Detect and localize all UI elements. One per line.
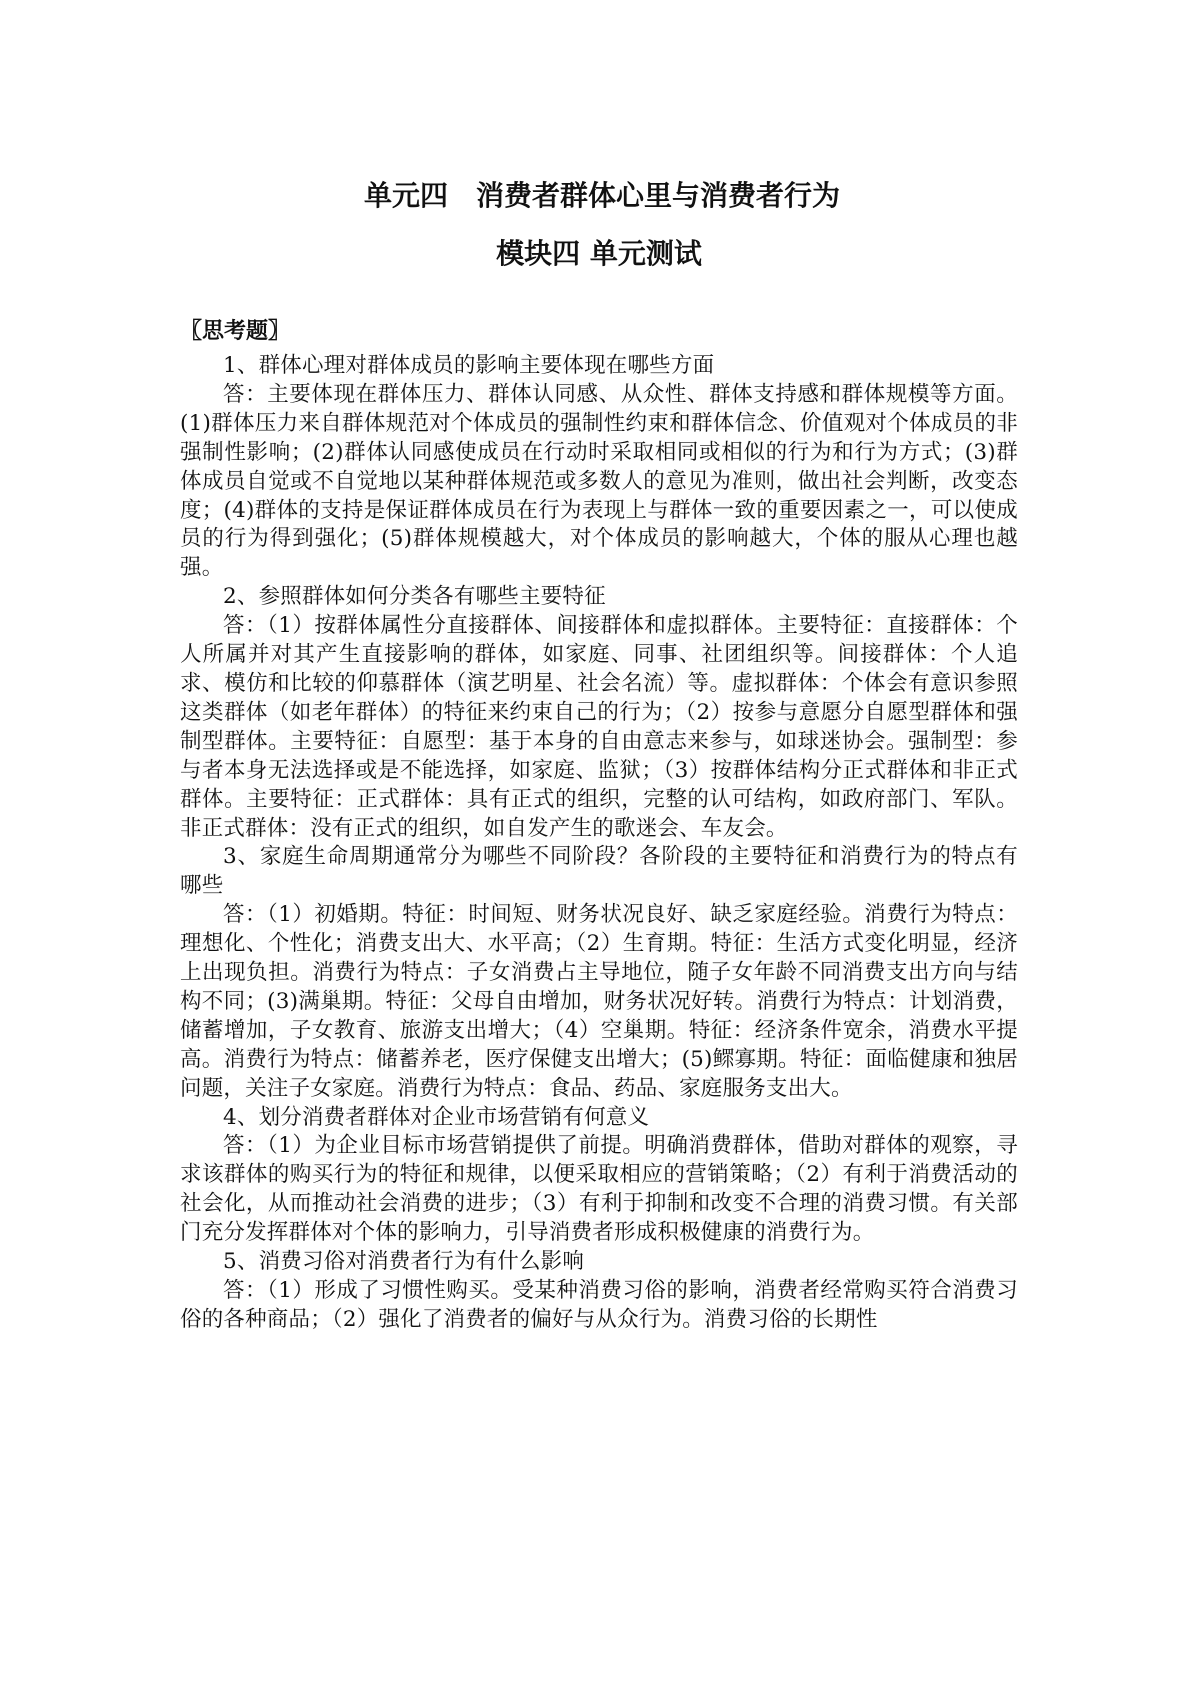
question-3: 3、家庭生命周期通常分为哪些不同阶段？各阶段的主要特征和消费行为的特点有哪些 — [180, 844, 1018, 899]
qa-block-2 — [180, 583, 1018, 843]
qa-block-3 — [180, 843, 1018, 1103]
qa-block-4 — [180, 1104, 1018, 1249]
answer-3: 答：（1）初婚期。特征：时间短、财务状况良好、缺乏家庭经验。消费行为特点：理想化、个性化；消费支出大、水平高；（2）生育期。特征：生活方式变化明显，经济上出现负担。消费行为特点：子女消费占主导地位，随子女年龄不同消费支出方向与结构不同；(3)满巢期。特征：父母自由增加，财务状况好转。消费行为特点：计划消费，储蓄增加，子女教育、旅游支出增大；（4）空巢期。特征：经济条件宽余，消费水平提高。消费行为特点：储蓄养老，医疗保健支出增大；(5)鳏寡期。特征：面临健康和独居问题，关注子女家庭。消费行为特点：食品、药品、家庭服务支出大。 — [180, 902, 1018, 1101]
answer-1: 答：主要体现在群体压力、群体认同感、从众性、群体支持感和群体规模等方面。(1)群体压力来自群体规范对个体成员的强制性约束和群体信念、价值观对个体成员的非强制性影响；(2)群体认同感使成员在行动时采取相同或相似的行为和行为方式；(3)群体成员自觉或不自觉地以某种群体规范或多数人的意见为准则，做出社会判断，改变态度；(4)群体的支持是保证群体成员在行为表现上与群体一致的重要因素之一，可以使成员的行为得到强化；(5)群体规模越大，对个体成员的影响越大，个体的服从心理也越强。 — [180, 381, 1018, 581]
section-label: 〖思考题〗 — [180, 319, 291, 344]
document-subtitle: 模块四 单元测试 — [496, 237, 702, 270]
document-title: 单元四 消费者群体心里与消费者行为 — [363, 179, 840, 212]
qa-block-1 — [180, 352, 1018, 583]
question-1: 1、群体心理对群体成员的影响主要体现在哪些方面 — [223, 353, 715, 378]
answer-2: 答：（1）按群体属性分直接群体、间接群体和虚拟群体。主要特征：直接群体：个人所属并对其产生直接影响的群体，如家庭、同事、社团组织等。间接群体：个人追求、模仿和比较的仰慕群体（演艺明星、社会名流）等。虚拟群体：个体会有意识参照这类群体（如老年群体）的特征来约束自己的行为；（2）按参与意愿分自愿型群体和强制型群体。主要特征：自愿型：基于本身的自由意志来参与，如球迷协会。强制型：参与者本身无法选择或是不能选择，如家庭、监狱；（3）按群体结构分正式群体和非正式群体。主要特征：正式群体：具有正式的组织，完整的认可结构，如政府部门、军队。非正式群体：没有正式的组织，如自发产生的歌迷会、车友会。 — [180, 613, 1018, 841]
question-5: 5、消费习俗对消费者行为有什么影响 — [223, 1249, 585, 1275]
answer-5: 答：（1）形成了习惯性购买。受某种消费习俗的影响，消费者经常购买符合消费习俗的各种商品；（2）强化了消费者的偏好与从众行为。消费习俗的长期性 — [180, 1278, 1018, 1332]
answer-4: 答：（1）为企业目标市场营销提供了前提。明确消费群体，借助对群体的观察，寻求该群体的购买行为的特征和规律，以便采取相应的营销策略；（2）有利于消费活动的社会化，从而推动社会消费的进步；（3）有利于抑制和改变不合理的消费习惯。有关部门充分发挥群体对个体的影响力，引导消费者形成积极健康的消费行为。 — [180, 1133, 1018, 1246]
qa-block-5 — [180, 1248, 1018, 1335]
document-page — [180, 176, 1018, 1335]
question-2: 2、参照群体如何分类各有哪些主要特征 — [223, 584, 606, 610]
question-4: 4、划分消费者群体对企业市场营销有何意义 — [223, 1104, 650, 1130]
